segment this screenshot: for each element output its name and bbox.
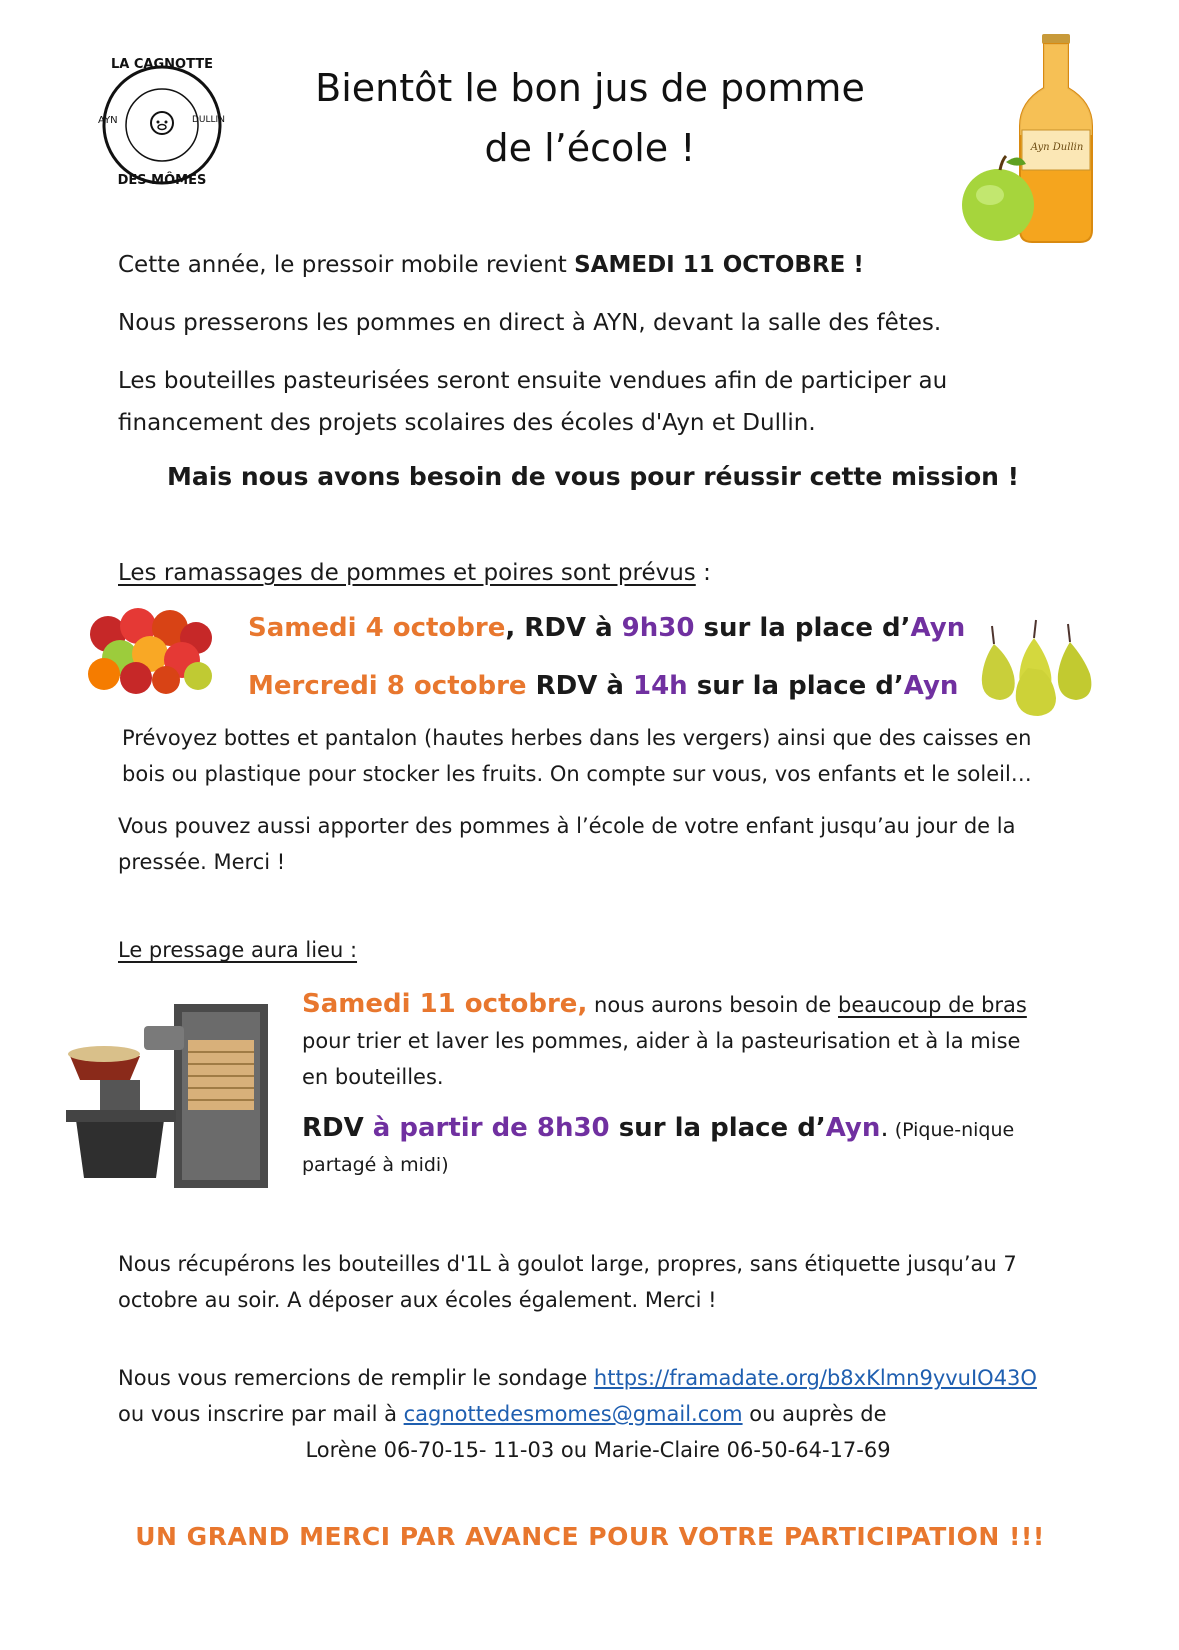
logo-right: DULLIN <box>192 115 225 125</box>
contact-paragraph <box>118 1360 1098 1432</box>
ramassage-date-1: Samedi 4 octobre <box>248 613 506 643</box>
ramassage-heading-suffix: : <box>695 560 711 586</box>
thanks-banner: UN GRAND MERCI PAR AVANCE POUR VOTRE PARTICIPATION !!! <box>135 1522 1045 1551</box>
ramassage-village-1: Ayn <box>910 613 966 643</box>
ramassage-time-1: 9h30 <box>621 613 695 643</box>
bottle-label: Ayn Dullin <box>1030 142 1084 153</box>
intro-paragraph-2: Nous presserons les pommes en direct à AYN, devant la salle des fêtes. <box>118 310 942 336</box>
press-machine-image <box>64 1000 284 1196</box>
call-to-action: Mais nous avons besoin de vous pour réussir cette mission ! <box>166 462 1020 491</box>
email-link[interactable]: cagnottedesmomes@gmail.com <box>403 1402 743 1426</box>
ramassage-sep-2 <box>527 671 536 701</box>
logo-text-bottom: DES MÔMES <box>117 173 207 188</box>
ramassage-village-2: Ayn <box>903 671 959 701</box>
bottles-line-2: octobre au soir. A déposer aux écoles également. Merci ! <box>118 1288 717 1312</box>
pressage-text-1-underline: beaucoup de bras <box>838 993 1027 1017</box>
pressage-rdv-village: Ayn <box>825 1113 881 1143</box>
logo-text-top: LA CAGNOTTE <box>111 57 213 72</box>
pressage-line-1 <box>302 986 1082 1023</box>
logo-left: AYN <box>98 115 118 126</box>
title-line-1: Bientôt le bon jus de pomme <box>315 66 865 110</box>
survey-link[interactable]: https://framadate.org/b8xKlmn9yvuIO43O <box>593 1366 1037 1390</box>
pressage-line-3: en bouteilles. <box>302 1065 444 1089</box>
intro-text: Cette année, le pressoir mobile revient <box>118 252 575 278</box>
pressage-picnic-1: (Pique-nique <box>888 1119 1015 1141</box>
ramassage-note-line-1: Prévoyez bottes et pantalon (hautes herbes dans les vergers) ainsi que des caisses en <box>122 726 1032 750</box>
bottles-line-1: Nous récupérons les bouteilles d'1L à goulot large, propres, sans étiquette jusqu’au 7 <box>118 1252 1017 1276</box>
contact-mail-prefix: ou vous inscrire par mail à <box>118 1402 404 1426</box>
ramassage-note-2 <box>118 808 1078 880</box>
title-line-2: de l’école ! <box>484 126 696 170</box>
ramassage-note-line-2: bois ou plastique pour stocker les fruits. On compte sur vous, vos enfants et le soleil… <box>122 762 1032 786</box>
juice-bottle-illustration <box>960 30 1110 250</box>
ramassage-note2-line-1: Vous pouvez aussi apporter des pommes à l’école de votre enfant jusqu’au jour de la <box>118 814 1016 838</box>
bottles-paragraph <box>118 1246 1078 1318</box>
pressage-line-2: pour trier et laver les pommes, aider à la pasteurisation et à la mise <box>302 1029 1021 1053</box>
page-title <box>300 58 880 178</box>
ramassage-row-1 <box>248 608 965 648</box>
pears-image <box>972 618 1100 718</box>
contact-line-1 <box>118 1360 1098 1396</box>
cagnotte-logo <box>92 55 232 195</box>
pressage-rdv <box>302 1108 1082 1179</box>
contact-mail-suffix: ou auprès de <box>742 1402 887 1426</box>
ramassage-rdv-2: RDV à <box>535 671 633 701</box>
ramassage-place-2: sur la place d’ <box>687 671 904 701</box>
intro-p3-line-2: financement des projets scolaires des écoles d'Ayn et Dullin. <box>118 410 816 436</box>
contact-line-2 <box>118 1396 1098 1432</box>
ramassage-note <box>122 720 1082 792</box>
intro-paragraph-1 <box>118 244 1078 286</box>
pressage-text-1: nous aurons besoin de <box>587 993 838 1017</box>
pressage-rdv-label: RDV <box>302 1113 373 1143</box>
pressage-heading: Le pressage aura lieu : <box>118 938 358 962</box>
intro-paragraph-3 <box>118 360 1078 444</box>
ramassage-time-2: 14h <box>633 671 688 701</box>
ramassage-row-2 <box>248 666 958 706</box>
contact-phones: Lorène 06-70-15- 11-03 ou Marie-Claire 06-50-64-17-69 <box>305 1438 891 1462</box>
pressage-paragraph <box>302 986 1082 1095</box>
intro-date: SAMEDI 11 OCTOBRE ! <box>574 252 864 278</box>
ramassage-note2-line-2: pressée. Merci ! <box>118 850 286 874</box>
contact-prefix: Nous vous remercions de remplir le sondage <box>118 1366 594 1390</box>
pressage-rdv-from: à partir de 8h30 <box>372 1113 610 1143</box>
pressage-rdv-place: sur la place d’ <box>609 1113 826 1143</box>
pressage-rdv-dot: . <box>880 1113 889 1143</box>
apples-image <box>86 604 214 694</box>
ramassage-heading <box>118 552 711 594</box>
ramassage-sep-1: , <box>505 613 525 643</box>
ramassage-rdv-1: RDV à <box>524 613 622 643</box>
ramassage-place-1: sur la place d’ <box>694 613 911 643</box>
pressage-picnic-2: partagé à midi) <box>302 1154 449 1176</box>
pressage-rdv-line <box>302 1108 1082 1151</box>
ramassage-date-2: Mercredi 8 octobre <box>248 671 527 701</box>
pressage-date: Samedi 11 octobre, <box>302 989 588 1019</box>
ramassage-heading-text: Les ramassages de pommes et poires sont prévus <box>118 560 696 586</box>
intro-p3-line-1: Les bouteilles pasteurisées seront ensuite vendues afin de participer au <box>118 368 948 394</box>
